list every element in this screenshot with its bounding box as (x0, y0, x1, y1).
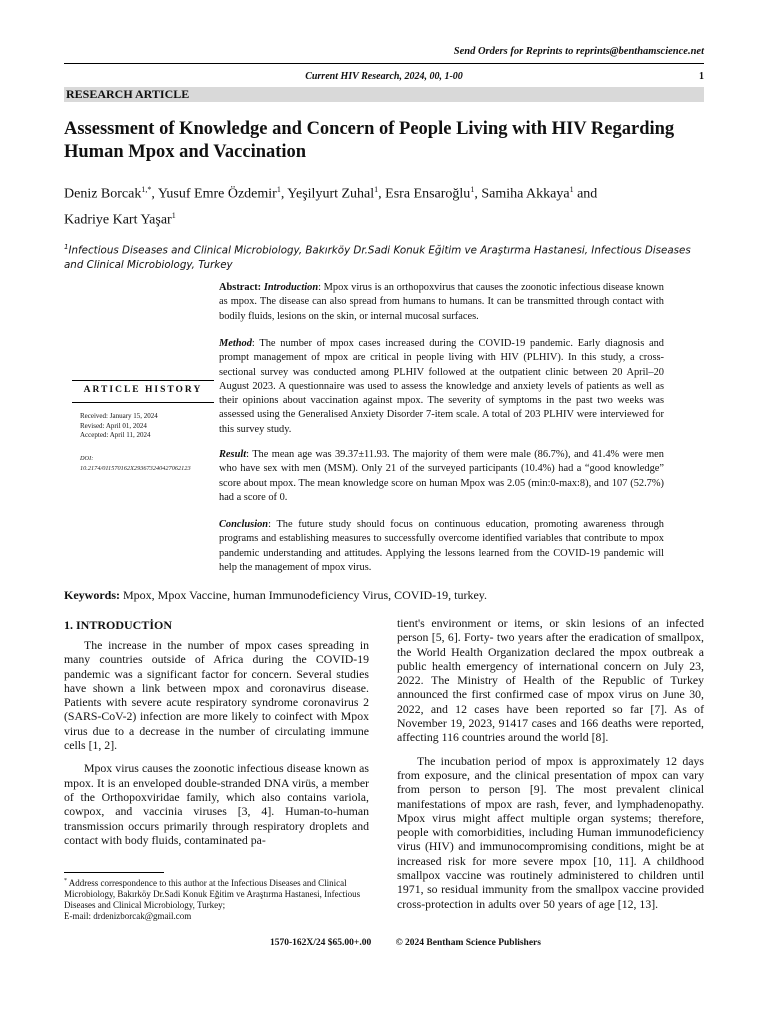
author-name: Yusuf Emre Özdemir (157, 186, 277, 202)
author-name: Deniz Borcak (64, 186, 142, 202)
keywords (64, 588, 704, 603)
doi-link[interactable]: 10.2174/011570162X293673240427062123 (80, 464, 191, 472)
footnote-text: Address correspondence to this author at the Infectious Diseases and Clinical Microbiology, Bakırköy Dr.Sadi Konuk Eğitim ve Araştırma Hastanesi, Infectious Diseases and Clinical Microbiology, Turkey; (64, 878, 361, 910)
issn-price: 1570-162X/24 $65.00+.00 (270, 938, 372, 948)
author-name: Samiha Akkaya (481, 186, 570, 202)
abstract-label: Abstract: (219, 282, 262, 293)
reprints-notice: Send Orders for Reprints to reprints@benthamscience.net (453, 46, 704, 57)
section-heading: 1. INTRODUCTİON (64, 618, 173, 632)
author-affil-mark: 1 (569, 185, 574, 194)
author-affil-mark: 1 (276, 185, 281, 194)
revised-date: Revised: April 01, 2024 (80, 421, 147, 430)
keywords-label: Keywords: (64, 588, 120, 602)
intro-paragraph-3: The incubation period of mpox is approximately 12 days from exposure, and the clinical presentation of mpox can vary from person to person [9]. The most prevalent clinical manifestations of mpox are rash, fever, and lymphadenopathy. Mpox virus might affect multiple organ systems; therefore, people with comorbidities, including Human immunodeficiency virus (HIV) and immunocompromising conditions, might be at increased risk for more severe mpox [10, 11]. A childhood smallpox vaccine was routinely administered to children until 1971, so residual immunity from the smallpox vaccine provided cross-protection in adults over 50 years of age [12, 13]. (397, 753, 704, 911)
article-type: RESEARCH ARTICLE (66, 87, 190, 101)
abstract-introduction: Abstract: Introduction: Mpox virus is an orthopoxvirus that causes the zoonotic infectious disease known as mpox. The disease can also spread from humans to humans. It can be transmitted through contact with bodily fluids, lesions on the skin, or internal mucosal surfaces. (219, 282, 664, 322)
author-list: Deniz Borcak$^{1,*}$, Yusuf Emre Özdemir$^1$, Yeşilyurt Zuhal$^1$, Esra Ensaroğlu$^1$, Samiha Akkaya$^1$ and Kadriye Kart Yaşar$^1$ (64, 185, 598, 228)
copyright: © 2024 Bentham Science Publishers (395, 938, 541, 948)
author-name: Esra Ensaroğlu (385, 186, 471, 202)
doi-block (80, 454, 220, 473)
author-name: Kadriye Kart Yaşar (64, 212, 172, 228)
history-rule-bottom (72, 402, 214, 403)
affiliation (64, 240, 704, 273)
article-history-dates (80, 412, 158, 441)
footnote-rule (64, 872, 164, 873)
intro-paragraph-1: The increase in the number of mpox cases spreading in many countries outside of Africa during the COVID-19 pandemic was a significant factor for concern. Several studies have shown a link between mpox and coronavirus disease. Patients with severe acute respiratory syndrome coronavirus 2 (SARS-CoV-2) infection are more likely to coinfect with Mpox virus due to a decrease in the number of circulating immune cells [1, 2]. (64, 638, 369, 753)
author-affil-mark: 1 (374, 185, 379, 194)
abstract-result-label: Result (219, 449, 247, 460)
abstract-method: Method: The number of mpox cases increased during the COVID-19 pandemic. Early diagnosis and prompt management of mpox are critical in people living with HIV (PLHIV). In this study, a cross-sectional survey was conducted among PLHIV followed at the outpatient clinic between 20 April–20 August 2023. A questionnaire was used to assess the knowledge and anxiety levels of patients as well as their opinions about vaccination against mpox. The severity of symptoms in the past two weeks was assessed using the Generalised Anxiety Disorder 7-item scale. A total of 203 PLHIV were interviewed for this survey study. (219, 338, 664, 435)
page-footer (270, 938, 600, 948)
footnote-mark: * (64, 878, 67, 884)
correspondence-footnote (64, 876, 369, 922)
abstract-conclusion: Conclusion: The future study should focus on continuous education, promoting awareness through programs and establishing measures to successfully overcome identified variables that contribute to mpox pandemic understanding and attitudes. Applying the lessons learned from the COVID-19 pandemic will help the management of mpox virus. (219, 519, 664, 573)
abstract-result: Result: The mean age was 39.37±11.93. The majority of them were male (86.7%), and 41.4% were men who have sex with men (MSM). Only 21 of the surveyed participants (10.4%) had a “good knowledge” score about mpox. The mean knowledge score on human Mpox was 2.05 (min:0-max:8), and 107 (52.7%) had a score of 0. (219, 449, 664, 503)
header-rule (64, 63, 704, 64)
page-number: 1 (699, 71, 704, 82)
affiliation-mark: 1 (64, 243, 69, 251)
intro-paragraph-2-end: tient's environment or items, or skin lesions of an infected person [5, 6]. Forty- two years after the eradication of smallpox, the World Health Organization declared the mpox outbreak a public health emergency of international concern on July 23, 2022. The Ministry of Health of the Republic of Turkey announced the first confirmed case of mpox virus on June 30, 2022, and 12 cases have been reported so far [7]. As of November 19, 2023, 91417 cases and 166 deaths were reported, affecting 116 countries around the world [8]. (397, 616, 704, 745)
received-date: Received: January 15, 2024 (80, 412, 158, 420)
body-column-right (397, 616, 704, 911)
body-column-left (64, 638, 369, 847)
paper-title: Assessment of Knowledge and Concern of People Living with HIV Regarding Human Mpox and Vaccination (64, 119, 675, 162)
accepted-date: Accepted: April 11, 2024 (80, 431, 151, 440)
footnote-email[interactable]: E-mail: drdenizborcak@gmail.com (64, 911, 192, 921)
keywords-text: Mpox, Mpox Vaccine, human Immunodeficiency Virus, COVID-19, turkey. (120, 588, 487, 602)
author-name: Yeşilyurt Zuhal (287, 186, 375, 202)
journal-citation: Current HIV Research, 2024, 00, 1-00 (305, 71, 463, 82)
affiliation-text: Infectious Diseases and Clinical Microbiology, Bakırköy Dr.Sadi Konuk Eğitim ve Araştırma Hastanesi, Infectious Diseases and Clinical Microbiology, Turkey (64, 244, 691, 272)
article-history-title: ARTICLE HISTORY (83, 385, 203, 395)
history-rule-top (72, 380, 214, 381)
abstract-intro-label: Introduction (263, 282, 319, 293)
doi-label: DOI: (80, 455, 94, 462)
intro-paragraph-2-start: Mpox virus causes the zoonotic infectious disease known as mpox. It is an enveloped double-stranded DNA virüs, a member of the Orthopoxviridae family, which also contains variola, cowpox, and vaccinia viruses [3, 4]. Human-to-human transmission occurs primarily through respiratory droplets and contact with body fluids, contaminated pa- (64, 761, 369, 847)
author-affil-mark: 1,* (141, 185, 152, 194)
abstract-conclusion-label: Conclusion (219, 519, 269, 530)
author-affil-mark: 1 (171, 210, 176, 220)
author-affil-mark: 1 (470, 185, 475, 194)
abstract-method-label: Method (219, 338, 252, 349)
